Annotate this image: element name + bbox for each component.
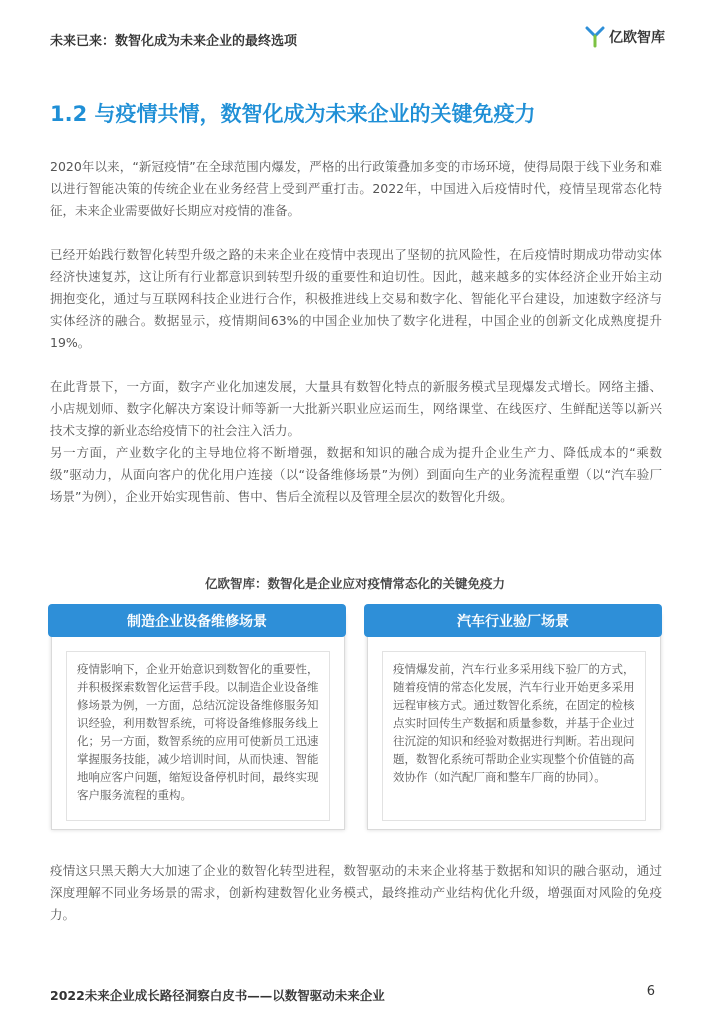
running-header-title: 未来已来：数智化成为未来企业的最终选项: [50, 34, 298, 49]
body-paragraph: 另一方面，产业数字化的主导地位将不断增强，数据和知识的融合成为提升企业生产力、降低成本的“乘数级”驱动力，从面向客户的优化用户连接（以“设备维修场景”为例）到面向生产的业务流程重塑（以“汽车验厂场景”为例），企业开始实现售前、售中、售后全流程以及管理全层次的数智化升级。: [50, 445, 662, 504]
card-title: 汽车行业验厂场景: [364, 604, 662, 637]
logo: [585, 26, 665, 48]
body-paragraph: 已经开始践行数智化转型升级之路的未来企业在疫情中表现出了坚韧的抗风险性，在后疫情时期成功带动实体经济快速复苏，这让所有行业都意识到转型升级的重要性和迫切性。因此，越来越多的实体经济企业开始主动拥抱变化，通过与互联网科技企业进行合作，积极推进线上交易和数字化、智能化平台建设，加速数字经济与实体经济的融合。数据显示，疫情期间63%的中国企业加快了数字化进程，中国企业的创新文化成熟度提升19%。: [50, 247, 662, 350]
body-paragraph: 在此背景下，一方面，数字产业化加速发展，大量具有数智化特点的新服务模式呈现爆发式增长。网络主播、小店规划师、数字化解决方案设计师等新一大批新兴职业应运而生，网络课堂、在线医疗、生鲜配送等以新兴技术支撑的新业态给疫情下的社会注入活力。: [50, 379, 662, 438]
card-inner-frame: [66, 651, 330, 821]
card-inner-frame: [382, 651, 646, 821]
figure-title: 亿欧智库：数智化是企业应对疫情常态化的关键免疫力: [204, 576, 505, 591]
card-text: 疫情影响下，企业开始意识到数智化的重要性，并积极探索数智化运营手段。以制造企业设备维修场景为例，一方面，总结沉淀设备维修服务知识经验，利用数智系统，可将设备维修服务线上化；另一方面，数智系统的应用可使新员工迅速掌握服务技能，减少培训时间，从而快速、智能地响应客户问题，缩短设备停机时间，最终实现客户服务流程的重构。: [77, 662, 319, 802]
yiou-logo-icon: [585, 26, 605, 48]
closing-paragraph: 疫情这只黑天鹅大大加速了企业的数智化转型进程，数智驱动的未来企业将基于数据和知识的融合驱动，通过深度理解不同业务场景的需求，创新构建数智化业务模式，最终推动产业结构优化升级，增强面对风险的免疫力。: [50, 863, 662, 922]
card-text: 疫情爆发前，汽车行业多采用线下验厂的方式，随着疫情的常态化发展，汽车行业开始更多采用远程审核方式。通过数智化系统，在固定的检核点实时回传生产数据和质量参数，并基于企业过往沉淀的知识和经验对数据进行判断。若出现问题，数智化系统可帮助企业实现整个价值链的高效协作（如汽配厂商和整车厂商的协同）。: [393, 662, 635, 784]
page-number: 6: [646, 984, 655, 999]
body-paragraph: 2020年以来，“新冠疫情”在全球范围内爆发，严格的出行政策叠加多变的市场环境，使得局限于线下业务和难以进行智能决策的传统企业在业务经营上受到严重打击。2022年，中国进入后疫情时代，疫情呈现常态化特征，未来企业需要做好长期应对疫情的准备。: [50, 159, 662, 218]
section-title: 1.2 与疫情共情，数智化成为未来企业的关键免疫力: [50, 102, 536, 126]
card-frame: [51, 614, 345, 830]
card-title: 制造企业设备维修场景: [48, 604, 346, 637]
logo-text: 亿欧智库: [609, 30, 665, 46]
scenario-card-auto-factory-audit: [364, 604, 662, 830]
scenario-card-equipment-maintenance: [48, 604, 346, 830]
card-frame: [367, 614, 661, 830]
footer-title: 2022未来企业成长路径洞察白皮书——以数智驱动未来企业: [50, 988, 385, 1003]
